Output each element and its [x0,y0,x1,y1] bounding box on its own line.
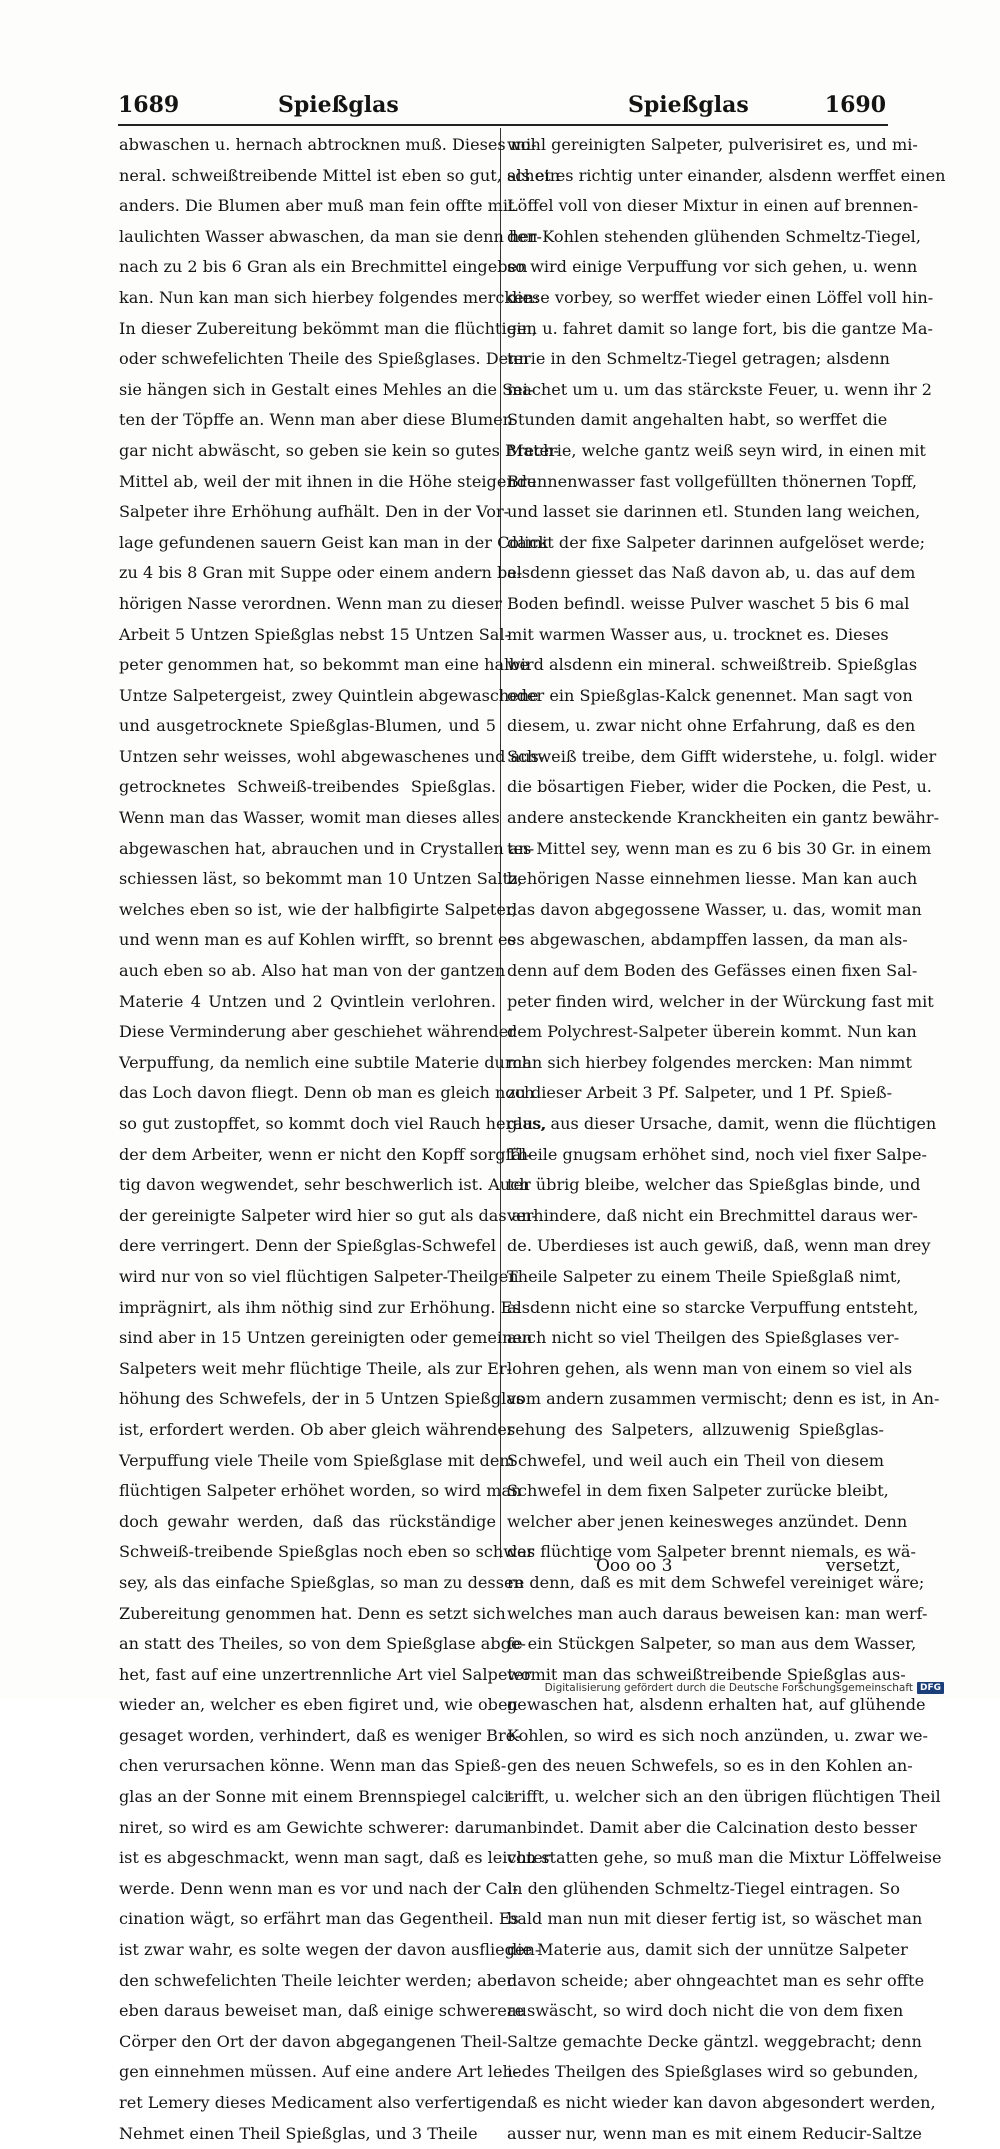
text-line: Materie 4 Untzen und 2 Qvintlein verlohren. [119,991,496,1011]
text-line: gesaget worden, verhindert, daß es weniger Bre- [119,1725,521,1745]
text-line: Arbeit 5 Untzen Spießglas nebst 15 Untzen Sal- [119,624,510,644]
text-line: gen des neuen Schwefels, so es in den Kohlen an- [507,1756,913,1776]
text-line: so wird einige Verpuffung vor sich gehen, u. wenn [507,257,918,277]
text-line: abwaschen u. hernach abtrocknen muß. Dieses mi- [119,135,537,154]
text-line: tes Mittel sey, wenn man es zu 6 bis 30 Gr. in einem [507,838,932,858]
text-line: das flüchtige vom Salpeter brennt niemals, es wä- [507,1542,916,1562]
text-line: wird nur von so viel flüchtigen Salpeter-Theilgen [119,1266,519,1286]
text-line: peter finden wird, welcher in der Würckung fast mit [507,991,934,1011]
text-line: imprägnirt, als ihm nöthig sind zur Erhöhung. Es [119,1297,521,1317]
text-line: gar nicht abwäscht, so geben sie kein so gutes Brech- [119,440,559,460]
text-line: davon scheide; aber ohngeachtet man es sehr offte [507,1970,925,1990]
text-line: iedes Theilgen des Spießglases wird so gebunden, [507,2062,919,2082]
page-footer [0,1556,1000,1586]
text-line: zu dieser Arbeit 3 Pf. Salpeter, und 1 Pf. Spieß- [507,1083,893,1103]
text-line: Schweiß-treibende Spießglas noch eben so schwer [119,1542,535,1562]
text-line: Schweiß treibe, dem Gifft widerstehe, u. folgl. wider [507,746,937,766]
text-line: sey, als das einfache Spießglas, so man zu dessen [119,1572,524,1592]
text-line: auch eben so ab. Also hat man von der gantzen [119,961,506,981]
text-line: ret Lemery dieses Medicament also verfertigen: [119,2093,513,2112]
running-title-left: Spießglas [278,92,399,118]
text-line: nach zu 2 bis 6 Gran als ein Brechmittel eingeben [119,257,528,277]
text-line: damit der fixe Salpeter darinnen aufgelöset werde; [507,532,926,552]
text-line: womit man das schweißtreibende Spießglas aus- [507,1664,906,1684]
digitization-credit [545,1680,944,1696]
credit-text: Digitalisierung gefördert durch die Deutsche Forschungsgemeinschaft [544,1682,913,1694]
text-line: die bösartigen Fieber, wider die Pocken, die Pest, u. [507,777,932,797]
text-line: Löffel voll von dieser Mixtur in einen auf brennen- [507,196,919,216]
text-line: ter übrig bleibe, welcher das Spießglas binde, und [507,1175,921,1195]
text-line: dem Polychrest-Salpeter überein kommt. Nun kan [507,1022,917,1042]
text-line: ten der Töpffe an. Wenn man aber diese Blumen [119,410,514,430]
text-line: Salpeter ihre Erhöhung aufhält. Den in der Vor- [119,502,510,522]
text-line: die Materie aus, damit sich der unnütze Salpeter [507,1940,908,1960]
text-line: der dem Arbeiter, wenn er nicht den Kopff sorgfäl- [119,1144,532,1164]
text-line: Zubereitung genommen hat. Denn es setzt sich [119,1603,506,1623]
text-line: Boden befindl. weisse Pulver waschet 5 bis 6 mal [507,593,910,613]
text-line: in den glühenden Schmeltz-Tiegel eintragen. So [507,1878,900,1898]
text-line: oder ein Spießglas-Kalck genennet. Man sagt von [507,685,913,705]
text-line: Schwefel in dem fixen Salpeter zurücke bleibt, [507,1481,889,1501]
text-line: diesem, u. zwar nicht ohne Erfahrung, daß es den [507,716,916,736]
text-line: abgewaschen hat, abrauchen und in Crystallen an- [119,838,535,858]
text-line: auch nicht so viel Theilgen des Spießglases ver- [507,1328,900,1348]
text-line: Saltze gemachte Decke gäntzl. weggebracht; denn [507,2031,922,2051]
text-line: terie in den Schmeltz-Tiegel getragen; alsdenn [507,349,890,369]
text-line: andere ansteckende Kranckheiten ein gantz bewähr- [507,808,940,828]
text-line: fe ein Stückgen Salpeter, so man aus dem Wasser, [507,1634,917,1654]
text-line: sie hängen sich in Gestalt eines Mehles an die Sei- [119,379,534,399]
text-line: Stunden damit angehalten habt, so werffet die [507,410,888,430]
text-line: de. Uberdieses ist auch gewiß, daß, wenn man drey [507,1236,931,1256]
text-line: bald man nun mit dieser fertig ist, so wäschet man [507,1909,923,1929]
text-line: denn auf dem Boden des Gefässes einen fixen Sal- [507,961,918,981]
text-line: Diese Verminderung aber geschiehet währender [119,1022,516,1042]
text-line: cination wägt, so erfährt man das Gegentheil. Es [119,1909,519,1929]
text-line: diese vorbey, so werffet wieder einen Löffel voll hin- [507,287,934,307]
text-line: dere verringert. Denn der Spießglas-Schwefel [119,1236,496,1256]
text-line: glas an der Sonne mit einem Brennspiegel calci- [119,1787,515,1807]
text-line: Materie, welche gantz weiß seyn wird, in einen mit [507,440,926,460]
text-line: alsdenn giesset das Naß davon ab, u. das auf dem [507,563,916,583]
text-line: ist zwar wahr, es solte wegen der davon ausfliegen- [119,1940,541,1960]
page-header [118,92,886,122]
text-line: laulichten Wasser abwaschen, da man sie denn her- [119,226,542,246]
text-line: daß es nicht wieder kan davon abgesondert werden, [507,2093,936,2112]
page-number-right: 1690 [824,92,886,118]
text-line: wird alsdenn ein mineral. schweißtreib. Spießglas [507,655,918,675]
text-line: so gut zustopffet, so kommt doch viel Rauch heraus, [119,1114,547,1133]
text-line: verhindere, daß nicht ein Brechmittel daraus wer- [507,1205,918,1225]
text-line: werde. Denn wenn man es vor und nach der Cal- [119,1878,519,1898]
text-line: wieder an, welcher es eben figiret und, wie oben [119,1695,518,1715]
text-line: getrocknetes Schweiß-treibendes Spießglas. [119,777,496,797]
text-line: Untzen sehr weisses, wohl abgewaschenes und aus- [119,746,545,766]
text-line: welcher aber jenen keinesweges anzündet. Denn [507,1511,908,1531]
text-line: Verpuffung, da nemlich eine subtile Materie durch [119,1052,532,1072]
page-number-left: 1689 [118,92,180,118]
text-line: doch gewahr werden, daß das rückständige [119,1511,496,1531]
text-line: tig davon wegwendet, sehr beschwerlich ist. Auch [119,1175,530,1195]
text-line: und wenn man es auf Kohlen wirfft, so brennt es [119,930,516,950]
text-line: gewaschen hat, alsdenn erhalten hat, auf glühende [507,1695,926,1715]
text-line: neral. schweißtreibende Mittel ist eben so gut, als ein [119,165,561,185]
text-line: höhung des Schwefels, der in 5 Untzen Spießglas [119,1389,525,1409]
text-line: den schwefelichten Theile leichter werden; aber [119,1970,515,1990]
left-column [119,130,561,2149]
text-line: kan. Nun kan man sich hierbey folgendes mercken: [119,287,540,307]
text-line: von statten gehe, so muß man die Mixtur Löffelweise [507,1848,942,1868]
text-line: peter genommen hat, so bekommt man eine halbe [119,655,530,675]
text-line: Mittel ab, weil der mit ihnen in die Höhe steigende [119,471,537,491]
text-line: sehung des Salpeters, allzuwenig Spießglas- [507,1419,884,1439]
text-line: alsdenn nicht eine so starcke Verpuffung entsteht, [507,1297,919,1317]
text-line: ist es abgeschmackt, wenn man sagt, daß es leichter [119,1848,551,1868]
text-line: ein, u. fahret damit so lange fort, bis die gantze Ma- [507,318,933,338]
text-line: das Loch davon fliegt. Denn ob man es gleich noch [119,1083,535,1103]
text-line: lohren gehen, als wenn man von einem so viel als [507,1358,913,1378]
text-line: machet um u. um das stärckste Feuer, u. wenn ihr 2 [507,379,932,399]
text-line: welches eben so ist, wie der halbfigirte Salpeter, [119,899,517,919]
text-line: flüchtigen Salpeter erhöhet worden, so wird man [119,1481,522,1501]
text-line: und ausgetrocknete Spießglas-Blumen, und 5 [119,716,496,736]
text-line: anders. Die Blumen aber muß man fein offte mit [119,196,515,216]
text-line: welches man auch daraus beweisen kan: man werf- [507,1603,928,1623]
text-line: schiessen läst, so bekommt man 10 Untzen Saltz, [119,869,523,889]
text-line: oder schwefelichten Theile des Spießglases. Denn [119,349,529,369]
text-line: Kohlen, so wird es sich noch anzünden, u. zwar we- [507,1725,928,1745]
signature-mark: Ooo oo 3 [596,1556,673,1576]
header-rule [118,124,888,126]
text-line: chen verursachen könne. Wenn man das Spieß- [119,1756,507,1776]
text-line: Nehmet einen Theil Spießglas, und 3 Theile [119,2123,478,2143]
text-line: der gereinigte Salpeter wird hier so gut als das an- [119,1205,538,1225]
catchword: versetzt, [826,1556,901,1576]
text-line: Brunnenwasser fast vollgefüllten thönernen Topff, [507,471,918,491]
text-line: man sich hierbey folgendes mercken: Man nimmt [507,1052,912,1072]
text-line: hörigen Nasse verordnen. Wenn man zu dieser [119,593,502,613]
text-line: Theile gnugsam erhöhet sind, noch viel fixer Salpe- [507,1144,927,1164]
text-line: eben daraus beweiset man, daß einige schwerere [119,2001,525,2021]
text-line: In dieser Zubereitung bekömmt man die flüchtigen [119,318,537,338]
text-line: und lasset sie darinnen etl. Stunden lang weichen, [507,502,921,522]
text-line: Verpuffung viele Theile vom Spießglase mit dem [119,1450,515,1470]
text-line: es abgewaschen, abdampffen lassen, da man als- [507,930,908,950]
text-line: niret, so wird es am Gewichte schwerer: darum [119,1817,508,1837]
text-line: Salpeters weit mehr flüchtige Theile, als zur Er- [119,1358,513,1378]
text-line: schet es richtig unter einander, alsdenn werffet einen [507,165,946,185]
text-line: vom andern zusammen vermischt; denn es ist, in An- [507,1389,940,1409]
text-line: lage gefundenen sauern Geist kan man in der Colick [119,532,549,552]
text-line: den Kohlen stehenden glühenden Schmeltz-Tiegel, [507,226,921,246]
text-line: auswäscht, so wird doch nicht die von dem fixen [507,2001,904,2021]
text-line: sind aber in 15 Untzen gereinigten oder gemeinen [119,1328,533,1348]
running-title-right: Spießglas [628,92,749,118]
text-line: glas, aus dieser Ursache, damit, wenn die flüchtigen [507,1114,937,1133]
text-line: ist, erfordert werden. Ob aber gleich währender [119,1419,515,1439]
dfg-logo-icon: DFG [917,1682,944,1694]
text-line: ausser nur, wenn man es mit einem Reducir-Saltze [507,2123,922,2143]
text-line: Cörper den Ort der davon abgegangenen Theil- [119,2031,508,2051]
text-line: Theile Salpeter zu einem Theile Spießglaß nimt, [507,1266,902,1286]
text-line: trifft, u. welcher sich an den übrigen flüchtigen Theil [507,1787,941,1807]
text-line: mit warmen Wasser aus, u. trocknet es. Dieses [507,624,889,644]
text-line: gen einnehmen müssen. Auf eine andere Art leh- [119,2062,519,2082]
text-line: das davon abgegossene Wasser, u. das, womit man [507,899,922,919]
text-line: Untze Salpetergeist, zwey Quintlein abgewaschene [119,685,539,705]
text-line: wohl gereinigten Salpeter, pulverisiret es, und mi- [507,135,918,154]
text-line: re denn, daß es mit dem Schwefel vereiniget wäre; [507,1572,925,1592]
text-line: het, fast auf eine unzertrennliche Art viel Salpeter [119,1664,532,1684]
text-line: Schwefel, und weil auch ein Theil von diesem [507,1450,884,1470]
text-line: zu 4 bis 8 Gran mit Suppe oder einem andern be- [119,563,523,583]
text-line: Wenn man das Wasser, womit man dieses alles [119,808,500,828]
text-line: an statt des Theiles, so von dem Spießglase abge- [119,1634,526,1654]
text-line: anbindet. Damit aber die Calcination desto besser [507,1817,917,1837]
text-line: behörigen Nasse einnehmen liesse. Man kan auch [507,869,918,889]
